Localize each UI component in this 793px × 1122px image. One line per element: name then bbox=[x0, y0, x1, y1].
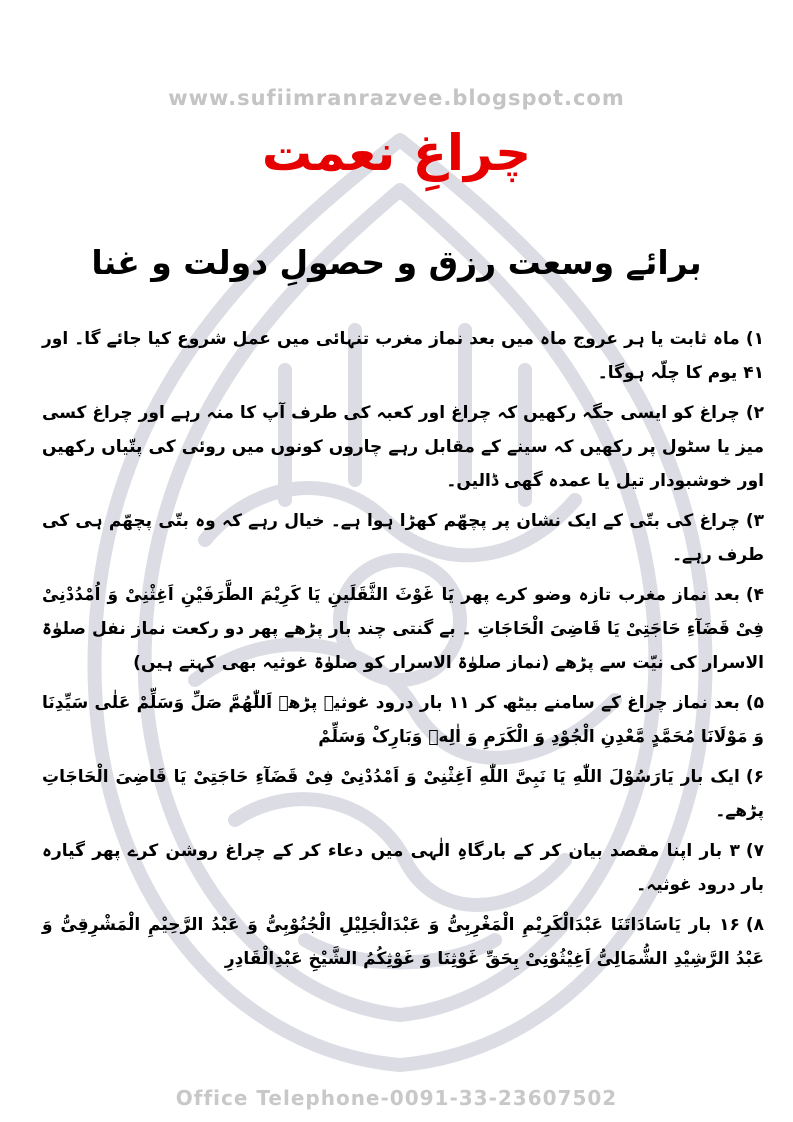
instructions-body bbox=[42, 322, 764, 982]
paragraph-text: بعد نماز مغرب تازہ وضو کرے پھر یَا غَوْثَ الثَّقَلَینِ یَا کَرِیْمَ الطَّرَفَیْنِ اَغِثْنِیْ وَ اُمْدُدْنِیْ فِیْ قَضَآءِ حَاجَتِیْ یَا قَاضِیَ الْحَاجَاتِ ۔ بے گنتی چند بار پڑھے پھر دو رکعت نماز نفل صلوٰۃ الاسرار کی نیّت سے پڑھے (نماز صلوٰۃ الاسرار کو صلوٰۃ غوثیہ بھی کہتے ہیں) bbox=[42, 585, 764, 673]
paragraph-number: ۲) bbox=[745, 403, 764, 423]
paragraph-text: ماہ ثابت یا ہر عروج ماہ میں بعد نماز مغرب تنہائی میں عمل شروع کیا جائے گا۔ اور ۴۱ یوم کا چلّہ ہوگا۔ bbox=[42, 329, 764, 383]
instruction-paragraph-8 bbox=[42, 908, 764, 976]
paragraph-number: ۶) bbox=[745, 767, 764, 787]
paragraph-number: ۳) bbox=[745, 511, 764, 531]
paragraph-text: بعد نماز چراغ کے سامنے بیٹھ کر ۱۱ بار درود غوثیہ پڑھے اَللّٰهُمَّ صَلِّ وَسَلِّمْ عَلٰی سَیِّدِنَا وَ مَوْلَانَا مُحَمَّدٍ مَّعْدِنِ الْجُوْدِ وَ الْکَرَمِ وَ اٰلِهٖ وَبَارِکْ وَسَلِّمْ bbox=[42, 693, 764, 747]
instruction-paragraph-5 bbox=[42, 686, 764, 754]
instruction-paragraph-2 bbox=[42, 396, 764, 498]
instruction-paragraph-1 bbox=[42, 322, 764, 390]
page-subtitle: برائے وسعت رزق و حصولِ دولت و غنا bbox=[91, 243, 702, 282]
paragraph-text: ۳ بار اپنا مقصد بیان کر کے بارگاہِ الٰہی میں دعاء کر کے چراغ روشن کرے پھر گیارہ بار درود غوثیہ۔ bbox=[42, 841, 764, 895]
instruction-paragraph-3 bbox=[42, 504, 764, 572]
paragraph-text: چراغ کو ایسی جگہ رکھیں کہ چراغ اور کعبہ کی طرف آپ کا منہ رہے اور چراغ کسی میز یا سٹول پر رکھیں کہ سینے کے مقابل رہے چاروں کونوں میں روئی کی پتّیاں رکھیں اور خوشبودار تیل یا عمدہ گھی ڈالیں۔ bbox=[42, 403, 764, 491]
paragraph-number: ۷) bbox=[745, 841, 764, 861]
paragraph-number: ۱) bbox=[745, 329, 764, 349]
page-title: چراغِ نعمت bbox=[261, 124, 532, 182]
paragraph-number: ۴) bbox=[745, 585, 764, 605]
paragraph-text: ایک بار یَارَسُوْلَ اللّٰهِ یَا نَبِیَّ اللّٰهِ اَغِثْنِیْ وَ اَمْدُدْنِیْ فِیْ قَضَآءِ حَاجَتِیْ یَا قَاضِیَ الْحَاجَاتِ پڑھے۔ bbox=[42, 767, 764, 821]
paragraph-number: ۵) bbox=[745, 693, 764, 713]
instruction-paragraph-6 bbox=[42, 760, 764, 828]
paragraph-text: ۱۶ بار یَاسَادَاتَنَا عَبْدَالْکَرِیْمِ الْمَغْرِبِیُّ وَ عَبْدَالْجَلِیْلِ الْجُنُوْبِیُّ وَ عَبْدُ الرَّحِیْمِ الْمَشْرِقِیُّ وَ عَبْدُ الرَّشِیْدِ الشُّمَالِیُّ اَغِیْثُوْنِیْ بِحَقِّ غَوْثِنَا وَ غَوْثِکُمُ الشَّیْخِ عَبْدِالْقَادِرِ bbox=[42, 915, 764, 969]
office-telephone-watermark: Office Telephone-0091-33-23607502 bbox=[175, 1086, 618, 1110]
paragraph-number: ۸) bbox=[745, 915, 764, 935]
paragraph-text: چراغ کی بتّی کے ایک نشان پر پچھّم کھڑا ہوا ہے۔ خیال رہے کہ وہ بتّی پچھّم ہی کی طرف رہے۔ bbox=[42, 511, 764, 565]
instruction-paragraph-7 bbox=[42, 834, 764, 902]
blog-url-watermark: www.sufiimranrazvee.blogspot.com bbox=[168, 86, 625, 110]
instruction-paragraph-4 bbox=[42, 578, 764, 680]
